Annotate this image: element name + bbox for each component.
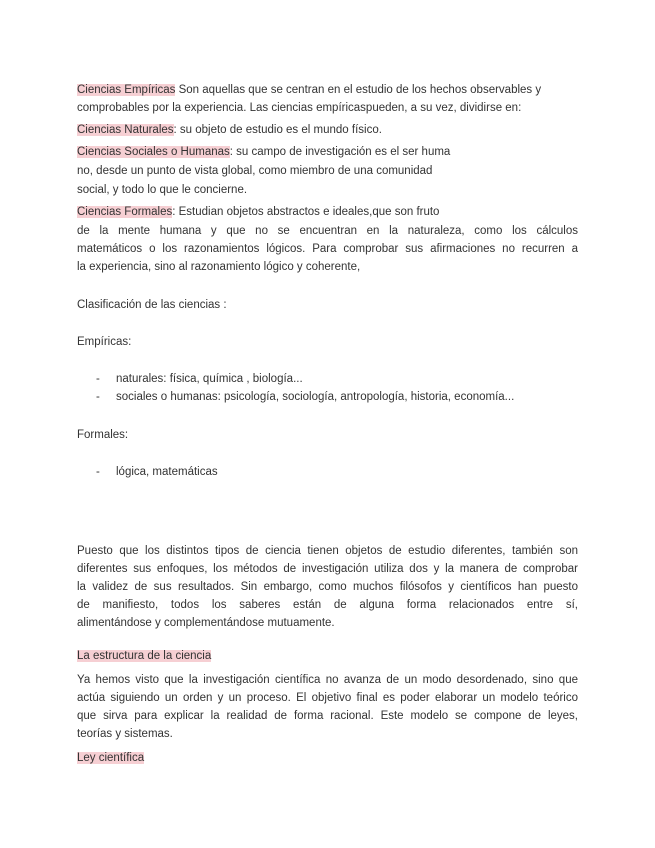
intro-line-7: Ciencias Formales: Estudian objetos abstractos e ideales,que son fruto <box>77 206 440 218</box>
structure-line-2: actúa siguiendo un orden y un proceso. El objetivo final es poder elaborar un modelo teórico <box>77 692 578 704</box>
formales-label: Formales: <box>77 429 129 441</box>
term-naturales: Ciencias Naturales <box>77 124 174 136</box>
structure-line-3: que sirva para explicar la realidad de forma racional. Este modelo se compone de leyes, <box>77 710 578 722</box>
para2-line-1: Puesto que los distintos tipos de ciencia tienen objetos de estudio diferentes, también son <box>77 545 578 557</box>
intro-line-8: de la mente humana y que no se encuentran en la naturaleza, como los cálculos <box>77 225 578 237</box>
list-item: naturales: física, química , biología... <box>116 373 303 385</box>
list-item: sociales o humanas: psicología, sociología, antropología, historia, economía... <box>116 391 515 403</box>
intro-line-5: no, desde un punto de vista global, como miembro de una comunidad <box>77 165 433 177</box>
bullet-dash: - <box>96 391 100 403</box>
term-sociales: Ciencias Sociales o Humanas <box>77 146 230 158</box>
bullet-dash: - <box>96 373 100 385</box>
classification-heading: Clasificación de las ciencias : <box>77 299 227 311</box>
para2-line-2: diferentes sus enfoques, los métodos de investigación utiliza dos y la manera de comprobar <box>77 563 578 575</box>
structure-line-4: teorías y sistemas. <box>77 728 173 740</box>
intro-line-10: la experiencia, sino al razonamiento lógico y coherente, <box>77 261 361 273</box>
intro-line-4: Ciencias Sociales o Humanas: su campo de investigación es el ser huma <box>77 146 451 158</box>
intro-line-1: Ciencias Empíricas Son aquellas que se centran en el estudio de los hechos observables y <box>77 84 542 96</box>
para2-line-3: la validez de sus resultados. Sin embargo, como muchos filósofos y científicos han puesto <box>77 581 578 593</box>
term-formales: Ciencias Formales <box>77 206 173 218</box>
list-item: lógica, matemáticas <box>116 466 218 478</box>
intro-line-6: social, y todo lo que le concierne. <box>77 184 248 196</box>
intro-line-3: Ciencias Naturales: su objeto de estudio es el mundo físico. <box>77 124 382 136</box>
ley-heading: Ley científica <box>77 752 145 764</box>
intro-line-2: comprobables por la experiencia. Las ciencias empíricaspueden, a su vez, dividirse en: <box>77 102 522 114</box>
intro-line-9: matemáticos o los razonamientos lógicos. Para comprobar sus afirmaciones no recurren a <box>77 243 578 255</box>
term-empiricas: Ciencias Empíricas <box>77 84 176 96</box>
structure-heading: La estructura de la ciencia <box>77 650 212 662</box>
bullet-dash: - <box>96 466 100 478</box>
empiricas-label: Empíricas: <box>77 336 132 348</box>
para2-line-4: de manifiesto, todos los saberes están de alguna forma relacionados entre sí, <box>77 599 578 611</box>
structure-line-1: Ya hemos visto que la investigación científica no avanza de un modo desordenado, sino que <box>77 674 578 686</box>
para2-line-5: alimentándose y complementándose mutuamente. <box>77 617 335 629</box>
